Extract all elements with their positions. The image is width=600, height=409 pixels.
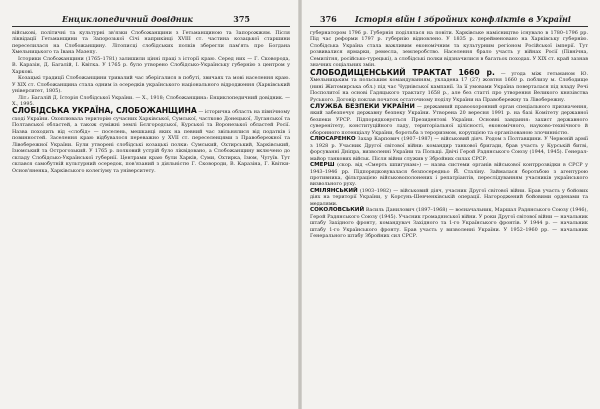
left-paragraph: Козацькі традиції Слобожанщини тривалий час зберігалися в побуті, звичаях та мові населення краю. У XIX ст. Слобожанщина стала одним із осередків українського національного відродження (Харківський університет, 1805). — [12, 75, 290, 95]
entry-smersh-text: (скор. від «Смерть шпигунам») — назва системи органів військової контррозвідки в СРСР у 1943–1946 рр. Підпорядковувалася безпосередньо Й. Сталіну. Займалася боротьбою з агентурою противника, фільтрацією військовополонених і репатріантів, переслідуванням учасників українського визвольного руху. — [310, 162, 588, 188]
left-page-body — [12, 30, 290, 174]
security-service-text: — державний правоохоронний орган спеціального призначення, який забезпечує державну безпеку України. Утворена 20 вересня 1991 р. на базі Комітету державної безпеки УРСР. Підпорядковується Президентові України. Основні завдання: захист державного суверенітету, конституційного ладу, територіальної цілісності, економічного, науково-технічного й оборонного потенціалу України, боротьба з тероризмом, корупцією та організованою злочинністю. — [310, 103, 588, 136]
sloboda-heading: СЛОБІДСЬКА УКРАЇНА, СЛОБОЖАНЩИНА — [12, 106, 197, 116]
entry-sokolovskyi — [310, 207, 588, 239]
entry-smilyanskyi-name: СМІЛЯНСЬКИЙ — [310, 187, 358, 194]
entry-smilyanskyi-text: (1903–1982) — військовий діяч, учасник Другої світової війни. Брав участь у бойових діях на території України, у Корсунь-Шевченківській операції. Нагороджений бойовими орденами та медалями. — [310, 187, 588, 207]
sloboda-text: — історична область на північному сході України. Охоплювала територію сучасних Харківської, Сумської, частково Донецької, Луганської та Полтавської областей, а також суміжні землі Бєлгородської, Курської та Воронезької областей Росії. Назва походить від «слобід» — поселень, мешканці яких на певний час звільнялися від податків і повинностей. Заселення краю відбувалося переважно у XVII ст. переселенцями з Правобережної та Лівобережної України. Були утворені слобідські козацькі полки: Сумський, Охтирський, Харківський, Ізюмський та Острогозький. У 1765 р. полковий устрій було ліквідовано, а Слобожанщину включено до складу Слобідсько-Української губернії. Центрами краю були Харків, Суми, Охтирка, Ізюм, Чугуїв. Тут склався самобутній культурний осередок, пов'язаний з діяльністю Г. Сковороди, В. Каразіна, Г. Квітки-Основ'яненка, Харківського колегіуму та університету. — [12, 109, 291, 174]
entry-slyusarenko-text: Захар Карпович (1907–1987) — військовий діяч. Родом з Полтавщини. У Червоній армії з 1928 р. Учасник Другої світової війни: командир танкової бригади, брав участь у Курській битві, форсуванні Дніпра, визволенні України та Польщі. Двічі Герой Радянського Союзу (1944, 1945). Генерал-майор танкових військ. Після війни служив у Збройних силах СРСР. — [310, 136, 588, 162]
treaty-heading: СЛОБОДИЩЕНСЬКИЙ ТРАКТАТ 1660 р. — [310, 67, 495, 77]
right-page — [300, 0, 600, 409]
left-paragraph: військові, політичні та культурні зв'язки Слобожанщини з Гетьманщиною та Запорожжям. Після ліквідації Гетьманщини та Запорозької Січі наприкінці XVIII ст. частина козацької старшини переселилася на Слобожанщину. Літописці слобідських полків зберегли пам'ять про Богдана Хмельницького та Івана Мазепу. — [12, 30, 290, 56]
entry-smersh — [310, 162, 588, 188]
left-page-header — [12, 14, 290, 27]
left-page-number: 375 — [233, 14, 250, 24]
left-paragraph: Історики Слобожанщини (1765–1781) залишили цінні праці з історії краю. Серед них — Г. Сковорода, В. Каразін, Д. Багалій, І. Квітка. У 1765 р. було утворено Слобідсько-Українську губернію з центром у Харкові. — [12, 55, 290, 75]
treaty-entry — [310, 69, 588, 103]
right-page-number: 376 — [320, 14, 337, 24]
sloboda-entry — [12, 107, 290, 174]
right-running-title: Історія війн і збройних конфліктів в Україні — [355, 14, 571, 24]
entry-smilyanskyi — [310, 188, 588, 207]
entry-slyusarenko-name: СЛЮСАРЕНКО — [310, 136, 356, 143]
entry-sokolovskyi-name: СОКОЛОВСЬКИЙ — [310, 207, 365, 214]
security-service-heading: СЛУЖБА БЕЗПЕКИ УКРАЇНИ — [310, 101, 415, 110]
entry-slyusarenko — [310, 136, 588, 162]
entry-smersh-name: СМЕРШ — [310, 162, 335, 169]
treaty-text: — угода між гетьманом Ю. Хмельницьким та польським командуванням, укладена 17 (27) жовтня 1660 р. поблизу м. Слободище (нині Житомирська обл.) під час Чуднівської кампанії. За її умовами Україна поверталася під владу Речі Посполитої на основі Гадяцького трактату 1658 р., але без статті про утворення Великого князівства Руського. Договір поклав початок остаточному поділу України на Правобережну та Лівобережну. — [310, 70, 588, 103]
left-paragraph: Літ.: Багалій Д. Історія Слобідської України. — Х., 1918; Слобожанщина: Енциклопедичний довідник. — Х., 1995. — [12, 94, 290, 107]
right-page-header — [310, 14, 588, 27]
right-intro-paragraph: губернатором 1796 р. Губернія поділялася на повіти. Харківське намісництво існувало в 1780–1796 рр. Під час реформи 1797 р. губернію відновлено. У 1835 р. перейменовано на Харківську губернію. Слобідська Україна стала важливим економічним та культурним регіоном Російської імперії. Тут розвивалися ярмарки, ремесла, землеробство. Населення брало участь у війнах Росії (Північна, Семилітня, російсько-турецькі), а слобідські полки відзначилися в багатьох походах. У XIX ст. край зазнав значних соціальних змін. — [310, 30, 588, 69]
security-service-entry — [310, 103, 588, 136]
left-running-title: Енциклопедичний довідник — [62, 14, 193, 24]
entry-sokolovskyi-text: Василь Данилович (1897–1968) — воєначальник, Маршал Радянського Союзу (1946), Герой Радянського Союзу (1945). Учасник громадянської війни. У роки Другої світової війни — начальник штабу Західного фронту, командувач Західного та 1-го Українського фронтів. У 1944 р. — начальник штабу 1-го Українського фронту. Брав участь у визволенні України. У 1952–1960 рр. — начальник Генерального штабу Збройних сил СРСР. — [310, 207, 588, 240]
right-page-body — [310, 30, 588, 240]
